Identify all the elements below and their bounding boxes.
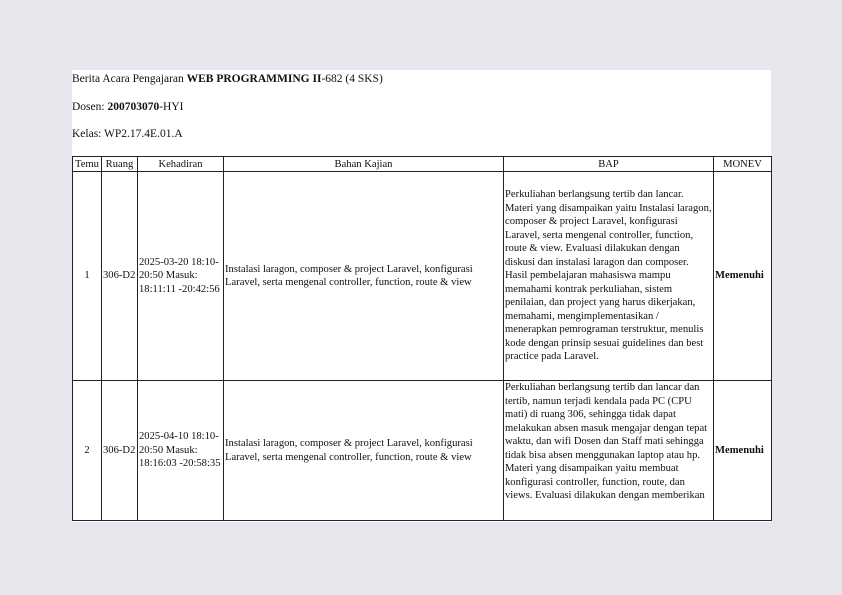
lecturer-label: Dosen: <box>72 101 108 113</box>
column-header-kehadiran: Kehadiran <box>138 157 224 172</box>
cell-bap-container <box>504 381 714 521</box>
teaching-report-table <box>72 156 772 521</box>
cell-ruang: 306-D2 <box>102 172 138 381</box>
document-page <box>72 70 771 522</box>
course-code-sks: -682 (4 SKS) <box>321 73 383 85</box>
cell-bahan-kajian: Instalasi laragon, composer & project Laravel, konfigurasi Laravel, serta mengenal controller, function, route & view <box>224 172 504 381</box>
table-row <box>73 172 772 381</box>
cell-temu: 1 <box>73 172 102 381</box>
class-line: Kelas: WP2.17.4E.01.A <box>72 128 183 140</box>
lecturer-line <box>72 100 184 114</box>
cell-kehadiran: 2025-04-10 18:10-20:50 Masuk: 18:16:03 -20:58:35 <box>138 381 224 521</box>
lecturer-id: 200703070 <box>107 101 160 113</box>
cell-monev: Memenuhi <box>714 381 772 521</box>
table-header-row <box>73 157 772 172</box>
cell-temu: 2 <box>73 381 102 521</box>
cell-bap: Perkuliahan berlangsung tertib dan lancar dan tertib, namun terjadi kendala pada PC (CPU mati) di ruang 306, sehingga tidak dapat melakukan absen masuk mengajar dengan tepat waktu, dan wifi Dosen dan Staff mati sehingga tidak bisa absen menggunakan laptop atau hp. Materi yang disampaikan yaitu membuat konfigurasi controller, function, route, dan views. Evaluasi dilakukan dengan memberikan <box>505 382 708 501</box>
column-header-bahan-kajian: Bahan Kajian <box>224 157 504 172</box>
title-prefix: Berita Acara Pengajaran <box>72 73 187 85</box>
cell-kehadiran: 2025-03-20 18:10-20:50 Masuk: 18:11:11 -20:42:56 <box>138 172 224 381</box>
title-line <box>72 72 383 86</box>
column-header-ruang: Ruang <box>102 157 138 172</box>
column-header-bap: BAP <box>504 157 714 172</box>
column-header-monev: MONEV <box>714 157 772 172</box>
column-header-temu: Temu <box>73 157 102 172</box>
document-header <box>72 70 771 140</box>
lecturer-initials: -HYI <box>159 101 184 113</box>
cell-ruang: 306-D2 <box>102 381 138 521</box>
cell-bap: Perkuliahan berlangsung tertib dan lancar. Materi yang disampaikan yaitu Instalasi laragon, composer & project Laravel, konfigurasi Laravel, serta mengenal controller, function, route & view. Evaluasi dilakukan dengan diskusi dan instalasi laragon dan composer. Hasil pembelajaran mahasiswa mampu memahami kontrak perkuliahan, sistem penilaian, dan project yang harus dikerjakan, memahami, mengimplementasikan / menerapkan pemrograman terstruktur, menulis kode dengan prinsip sesuai guidelines dan best practice pada Laravel. <box>504 172 714 381</box>
table-row <box>73 381 772 521</box>
cell-monev: Memenuhi <box>714 172 772 381</box>
cell-bahan-kajian: Instalasi laragon, composer & project Laravel, konfigurasi Laravel, serta mengenal controller, function, route & view <box>224 381 504 521</box>
course-name: WEB PROGRAMMING II <box>186 73 322 85</box>
